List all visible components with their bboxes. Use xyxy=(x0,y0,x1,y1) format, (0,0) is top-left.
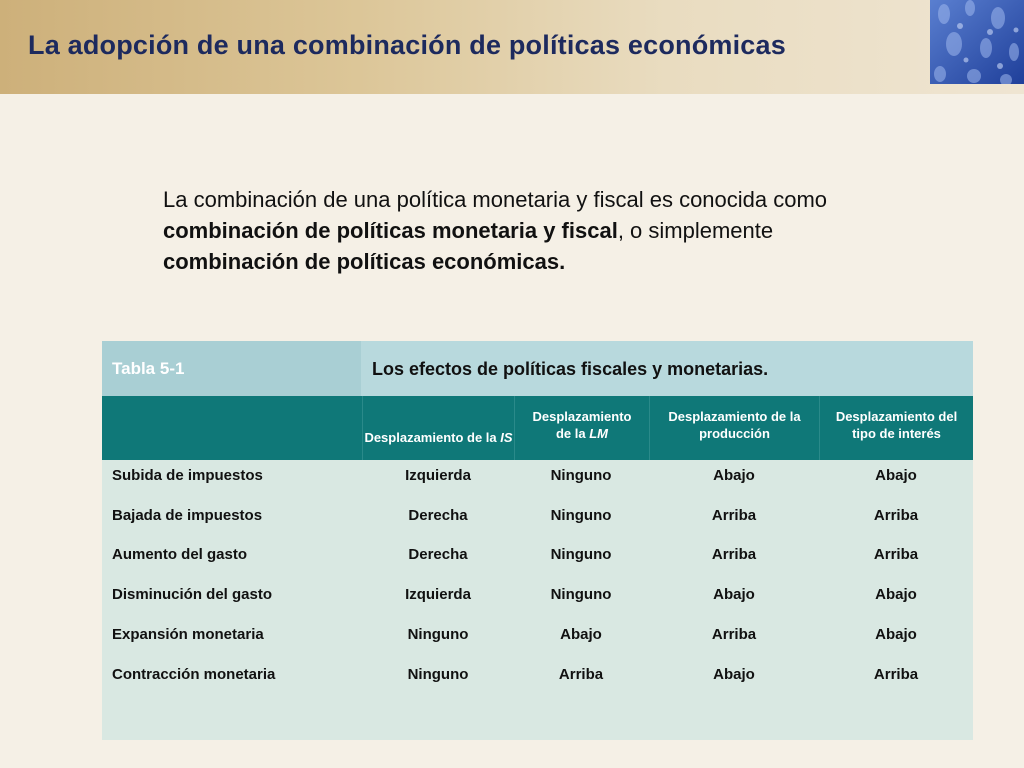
output-shift-cell: Arriba xyxy=(711,507,757,524)
rate-shift-cell: Arriba xyxy=(873,546,919,563)
table-row xyxy=(102,540,973,570)
is-shift-cell: Ninguno xyxy=(407,666,469,683)
table-row xyxy=(102,501,973,531)
output-shift-cell: Arriba xyxy=(711,546,757,563)
table-row xyxy=(102,580,973,610)
rate-shift-cell: Abajo xyxy=(875,467,917,484)
policy-cell: Aumento del gasto xyxy=(112,546,248,563)
is-shift-cell: Izquierda xyxy=(405,467,471,484)
policy-cell: Disminución del gasto xyxy=(112,586,273,603)
intro-paragraph xyxy=(163,184,903,277)
lm-shift-cell: Ninguno xyxy=(550,546,612,563)
table-label: Tabla 5-1 xyxy=(112,359,185,378)
column-header-lm-em: LM xyxy=(589,426,609,441)
is-shift-cell: Derecha xyxy=(408,507,468,524)
policy-cell: Contracción monetaria xyxy=(112,666,276,683)
intro-bold-1: combinación de políticas monetaria y fiscal xyxy=(163,218,618,243)
policy-cell: Expansión monetaria xyxy=(112,626,264,643)
table-row xyxy=(102,461,973,491)
lm-shift-cell: Arriba xyxy=(558,666,604,683)
column-header-rate-text: Desplazamiento del tipo de interés xyxy=(835,409,958,441)
lm-shift-cell: Ninguno xyxy=(550,586,612,603)
column-header-lm-shift xyxy=(514,396,649,460)
rate-shift-cell: Abajo xyxy=(875,586,917,603)
policy-cell: Bajada de impuestos xyxy=(112,507,263,524)
column-header-output-text: Desplazamiento de la producción xyxy=(668,409,801,441)
output-shift-cell: Arriba xyxy=(711,626,757,643)
lm-shift-cell: Abajo xyxy=(560,626,602,643)
slide-title: La adopción de una combinación de políticas económicas xyxy=(28,30,786,60)
decorative-corner-image xyxy=(930,0,1024,84)
effects-table xyxy=(102,341,973,740)
lm-shift-cell: Ninguno xyxy=(550,467,612,484)
intro-text-2: , o simplemente xyxy=(617,218,774,243)
intro-text-1: La combinación de una política monetaria y fiscal es conocida como xyxy=(163,187,828,212)
rate-shift-cell: Arriba xyxy=(873,666,919,683)
title-bar xyxy=(0,0,1024,94)
is-shift-cell: Derecha xyxy=(408,546,468,563)
column-header-rate-shift xyxy=(819,396,973,460)
corner-pattern-icon xyxy=(930,0,1024,84)
rate-shift-cell: Arriba xyxy=(873,507,919,524)
column-header-is-text: Desplazamiento de la xyxy=(364,429,501,445)
output-shift-cell: Abajo xyxy=(713,467,755,484)
column-header-output-shift xyxy=(649,396,819,460)
table-label-cell xyxy=(102,341,361,396)
column-header-policy xyxy=(102,396,361,460)
column-header-lm-text: Desplazamiento de la xyxy=(532,409,632,441)
output-shift-cell: Abajo xyxy=(713,586,755,603)
rate-shift-cell: Abajo xyxy=(875,626,917,643)
column-header-is-shift xyxy=(362,396,514,460)
output-shift-cell: Abajo xyxy=(713,666,755,683)
is-shift-cell: Ninguno xyxy=(407,626,469,643)
is-shift-cell: Izquierda xyxy=(405,586,471,603)
table-row xyxy=(102,660,973,690)
table-caption-bar xyxy=(102,341,973,396)
intro-bold-2: combinación de políticas económicas. xyxy=(163,249,566,274)
lm-shift-cell: Ninguno xyxy=(550,507,612,524)
column-header-is-em: IS xyxy=(500,429,513,445)
policy-cell: Subida de impuestos xyxy=(112,467,263,484)
table-column-header-row xyxy=(102,396,973,460)
table-caption: Los efectos de políticas fiscales y monetarias. xyxy=(372,359,769,379)
table-row xyxy=(102,620,973,650)
